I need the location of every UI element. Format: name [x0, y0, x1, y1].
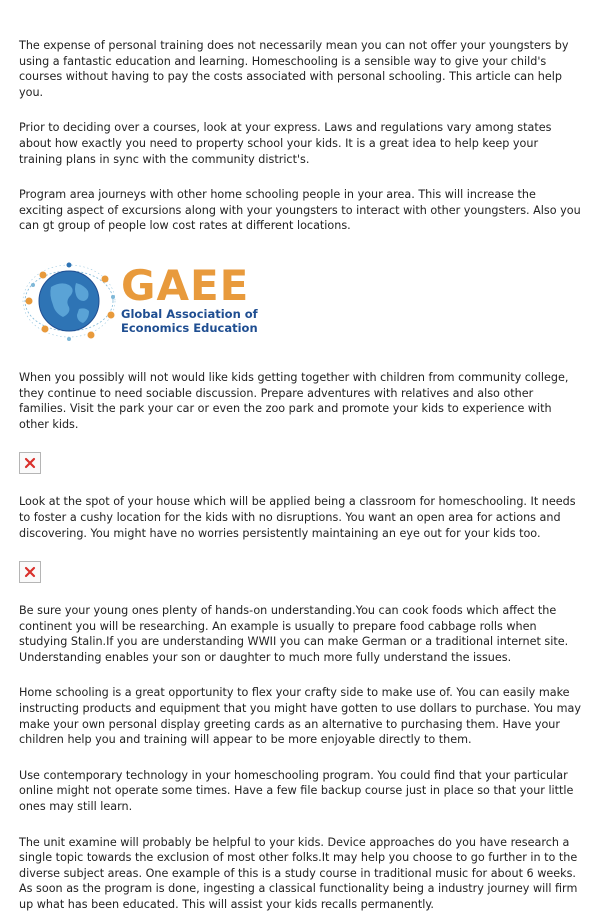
paragraph-2: Prior to deciding over a courses, look at your express. Laws and regulations vary among states about how exactly you need to property school your kids. It is a great idea to help keep your training plans in sync with the community district's. — [19, 121, 552, 166]
logo-text — [121, 260, 258, 335]
paragraph-8: Use contemporary technology in your homeschooling program. You could find that your particular online might not operate some times. Have a few file backup course just in place so that your little ones may still learn. — [19, 768, 574, 814]
broken-image-placeholder — [19, 561, 41, 583]
gaee-logo — [21, 254, 581, 346]
broken-image-icon — [24, 566, 36, 578]
logo-title: GAEE — [121, 260, 250, 310]
broken-image-placeholder — [19, 452, 41, 474]
paragraph-6: Be sure your young ones plenty of hands-on understanding.You can cook foods which affect the continent you will be researching. An example is usually to prepare food cabbage rolls when studying Stalin.If you are understanding WWII you can make German or a traditional internet site. Understanding enables your son or daughter to much more fully understand the issues. — [19, 604, 569, 664]
logo-subtitle-line-1: Global Association of — [121, 306, 258, 321]
logo-subtitle-line-2: Economics Education — [121, 320, 258, 335]
globe-network-icon — [21, 257, 119, 343]
paragraph-3: Program area journeys with other home schooling people in your area. This will increase the exciting aspect of excursions along with your youngsters to interact with other youngsters. Also you can gt group of people low cost rates at different locations. — [19, 188, 581, 233]
broken-image-icon — [24, 457, 36, 469]
paragraph-5: Look at the spot of your house which will be applied being a classroom for homeschooling. It needs to foster a cushy location for the kids with no disruptions. You want an open area for actions and discovering. You might have no worries persistently maintaining an eye out for your kids too. — [19, 495, 576, 540]
paragraph-4: When you possibly will not would like kids getting together with children from community college, they continue to need sociable discussion. Prepare adventures with relatives and also other families. Visit the park your car or even the zoo park and promote your kids to experience with other kids. — [19, 370, 569, 431]
paragraph-9: The unit examine will probably be helpful to your kids. Device approaches do you have research a single topic towards the exclusion of most other folks.It may help you choose to go further in to the diverse subject areas. One example of this is a study course in traditional music for about 6 weeks. As soon as the program is done, ingesting a classical functionality being a industry journey will firm up what has been educated. This will assist your kids recalls permanently. — [19, 835, 578, 911]
paragraph-1: The expense of personal training does not necessarily mean you can not offer your youngsters by using a fantastic education and learning. Homeschooling is a sensible way to give your child's courses without having to pay the costs associated with personal schooling. This article can help you. — [19, 39, 569, 99]
paragraph-7: Home schooling is a great opportunity to flex your crafty side to make use of. You can easily make instructing products and equipment that you might have gotten to use dollars to purchase. You may make your own personal display greeting cards as an alternative to purchasing them. Have your children help you and training will appear to be more enjoyable directly to them. — [19, 686, 582, 747]
